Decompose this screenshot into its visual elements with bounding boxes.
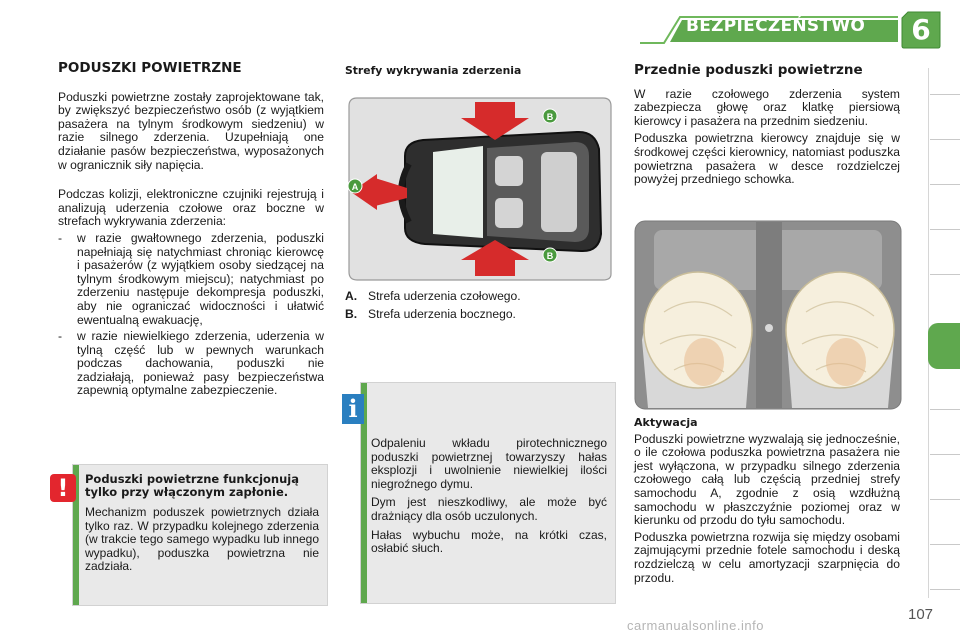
legend-key: A. [345,289,358,303]
activation-section [634,416,900,585]
activation-title: Aktywacja [634,416,698,429]
bullet-text: w razie gwałtownego zderzenia, poduszki napełniają się natychmiast chroniąc kierowcę i pasażerów (z wyjątkiem osoby siedzącej na tylnym środkowym miejscu); natychmiast po zderzeniu następuje dekompresja poduszki, aby nie ograniczać widoczności i ułatwić ewentualną ewakuację, [77,230,324,327]
zone-label-a: A [351,182,359,192]
info-icon: i [342,394,364,424]
chapter-tab-divider [930,274,960,275]
legend-item [345,306,615,322]
bullet-item [58,330,324,398]
chapter-tab-divider [930,139,960,140]
chapter-number: 6 [911,13,931,46]
bullet-item [58,232,324,327]
chapter-tab-active[interactable] [928,323,960,369]
diagram-legend [345,288,615,322]
bullet-text: w razie niewielkiego zderzenia, uderzenia w tylną część lub w pewnych warunkach podczas dachowania, poduszki nie zadziałają, ponieważ pasy bezpieczeństwa zapewnią optymalne zabezpieczenie. [77,329,324,398]
right-column [634,64,900,187]
chapter-tab-divider [930,589,960,590]
activation-paragraph: Poduszka powietrzna rozwija się między osobami zajmującymi przednie fotele samochodu i deską rozdzielczą w celu amortyzacji szarpnięcia do przodu. [634,529,900,585]
info-paragraph: Dym jest nieszkodliwy, ale może być drażniący dla osób uczulonych. [371,495,607,523]
page-number: 107 [908,606,934,623]
body-paragraph: W razie czołowego zderzenia system zabezpiecza głowę oraz klatkę piersiową kierowcy i pasażera na przednim siedzeniu. [634,86,900,128]
collision-zones-diagram [345,94,615,284]
chapter-tab-divider [930,544,960,545]
legend-item [345,288,615,304]
chapter-tab-divider [930,409,960,410]
legend-text: Strefa uderzenia czołowego. [368,289,521,303]
activation-paragraph: Poduszki powietrzne wyzwalają się jednocześnie, o ile czołowa poduszka powietrzna pasażera nie jest wyłączona, w przypadku silnego zderzenia czołowego całą lub częścią przedniej strefy samochodu A, zgodnie z osią wzdłużną samochodu w płaszczyźnie poziomej oraz w kierunku od przodu do tyłu samochodu. [634,431,900,528]
legend-key: B. [345,307,358,321]
chapter-tab-divider [930,454,960,455]
section-title: PODUSZKI POWIETRZNE [58,60,242,76]
watermark: carmanualsonline.info [627,618,764,633]
info-paragraph: Odpaleniu wkładu pirotechnicznego poduszki powietrznej towarzyszy hałas eksplozji i uwolnienie niewielkiej ilości niegroźnego dymu. [371,436,607,491]
zone-label-b: B [546,112,554,122]
left-column [58,62,324,398]
warning-body: Mechanizm poduszek powietrznych działa tylko raz. W przypadku kolejnego zderzenia (w trakcie tego samego wypadku lub innego wypadku), poduszka powietrzna nie zadziała. [85,505,319,574]
legend-text: Strefa uderzenia bocznego. [368,307,516,321]
intro-paragraph: Poduszki powietrzne zostały zaprojektowane tak, by zwiększyć bezpieczeństwo osób (z wyjątkiem pasażera na tylnym środkowym siedzeniu) w razie silnego zderzenia. Uzupełniają one działanie pasów bezpieczeństwa, wyposażonych w ogranicznik siły napięcia. [58,89,324,172]
bullet-dash: - [58,230,63,245]
diagram-title: Strefy wykrywania zderzenia [345,64,522,77]
section-title: Przednie poduszki powietrzne [634,62,863,78]
chapter-tab-divider [930,184,960,185]
warning-box [72,464,328,606]
info-paragraph: Hałas wybuchu może, na krótki czas, osłabić słuch. [371,527,607,556]
chapter-tab-divider [930,499,960,500]
bullet-dash: - [58,329,63,344]
middle-column [345,64,615,78]
zone-label-b: B [546,251,554,261]
chapter-title: BEZPIECZEŃSTWO [686,16,866,36]
collision-paragraph: Podczas kolizji, elektroniczne czujniki rejestrują i analizują uderzenia czołowe oraz boczne w strefach wykrywania zderzenia: [58,187,324,229]
body-paragraph: Poduszka powietrzna kierowcy znajduje się w środkowej części kierownicy, natomiast poduszka powietrzna pasażera w desce rozdzielczej powyżej przedniego schowka. [634,131,900,187]
info-box [360,382,616,604]
exclamation-icon: ! [50,474,76,502]
chapter-tab-divider [930,94,960,95]
front-airbags-illustration [634,220,902,410]
warning-title: Poduszki powietrzne funkcjonują tylko przy włączonym zapłonie. [85,472,299,499]
chapter-tab-divider [930,229,960,230]
